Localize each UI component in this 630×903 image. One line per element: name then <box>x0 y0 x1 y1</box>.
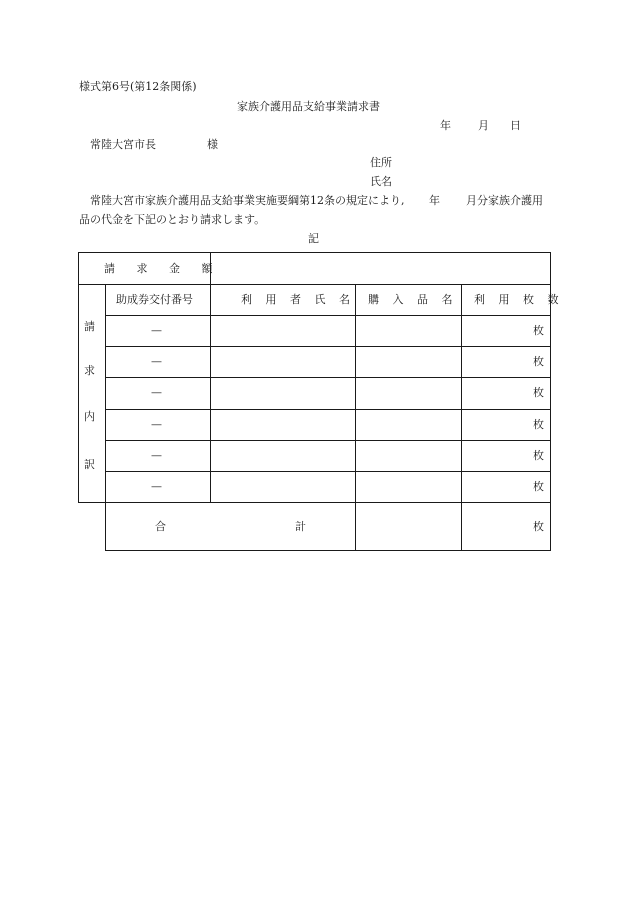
column-header-user-name: 利 用 者 氏 名 <box>241 293 355 306</box>
date-day-label: 日 <box>510 119 521 132</box>
table-line <box>105 284 106 551</box>
page-title: 家族介護用品支給事業請求書 <box>237 100 380 113</box>
column-header-count: 利 用 枚 数 <box>474 293 564 306</box>
table-line <box>78 284 551 285</box>
total-label-second: 計 <box>295 520 306 533</box>
table-line <box>105 377 551 378</box>
table-line <box>78 252 551 253</box>
column-header-number: 助成券交付番号 <box>116 293 193 306</box>
addressee: 常陸大宮市長 <box>90 138 156 151</box>
table-line <box>105 471 551 472</box>
table-line <box>105 315 551 316</box>
row-number: — <box>151 324 162 337</box>
detail-label-char: 求 <box>84 364 95 377</box>
body-year-label: 年 <box>429 194 440 207</box>
request-amount-label: 請 求 金 額 <box>104 262 222 275</box>
form-number: 様式第6号(第12条関係) <box>79 80 197 93</box>
total-label-first: 合 <box>155 520 166 533</box>
row-unit: 枚 <box>533 449 544 462</box>
ki-label: 記 <box>308 232 319 245</box>
table-line <box>105 346 551 347</box>
date-year-label: 年 <box>440 119 451 132</box>
total-unit: 枚 <box>533 520 544 533</box>
request-amount-value[interactable] <box>212 254 549 283</box>
row-number: — <box>151 355 162 368</box>
table-line <box>461 284 462 551</box>
table-line <box>105 440 551 441</box>
table-line <box>105 409 551 410</box>
name-label: 氏名 <box>370 175 392 188</box>
table-line <box>210 252 211 503</box>
table-line <box>78 252 79 503</box>
row-unit: 枚 <box>533 480 544 493</box>
row-number: — <box>151 386 162 399</box>
row-unit: 枚 <box>533 324 544 337</box>
date-month-label: 月 <box>478 119 489 132</box>
detail-label-char: 請 <box>84 320 95 333</box>
body-month-text: 月分家族介護用 <box>466 194 543 207</box>
detail-label-char: 訳 <box>84 458 95 471</box>
detail-label-char: 内 <box>84 410 95 423</box>
row-unit: 枚 <box>533 386 544 399</box>
table-line <box>355 284 356 551</box>
row-unit: 枚 <box>533 418 544 431</box>
row-number: — <box>151 449 162 462</box>
table-line <box>105 550 551 551</box>
row-number: — <box>151 480 162 493</box>
table-line <box>78 502 551 503</box>
body-text-line1: 常陸大宮市家族介護用品支給事業実施要綱第12条の規定により, <box>90 194 405 207</box>
column-header-item: 購 入 品 名 <box>368 293 458 306</box>
body-text-line2: 品の代金を下記のとおり請求します。 <box>79 213 266 226</box>
honorific: 様 <box>207 138 218 151</box>
address-label: 住所 <box>370 156 392 169</box>
row-number: — <box>151 418 162 431</box>
row-unit: 枚 <box>533 355 544 368</box>
